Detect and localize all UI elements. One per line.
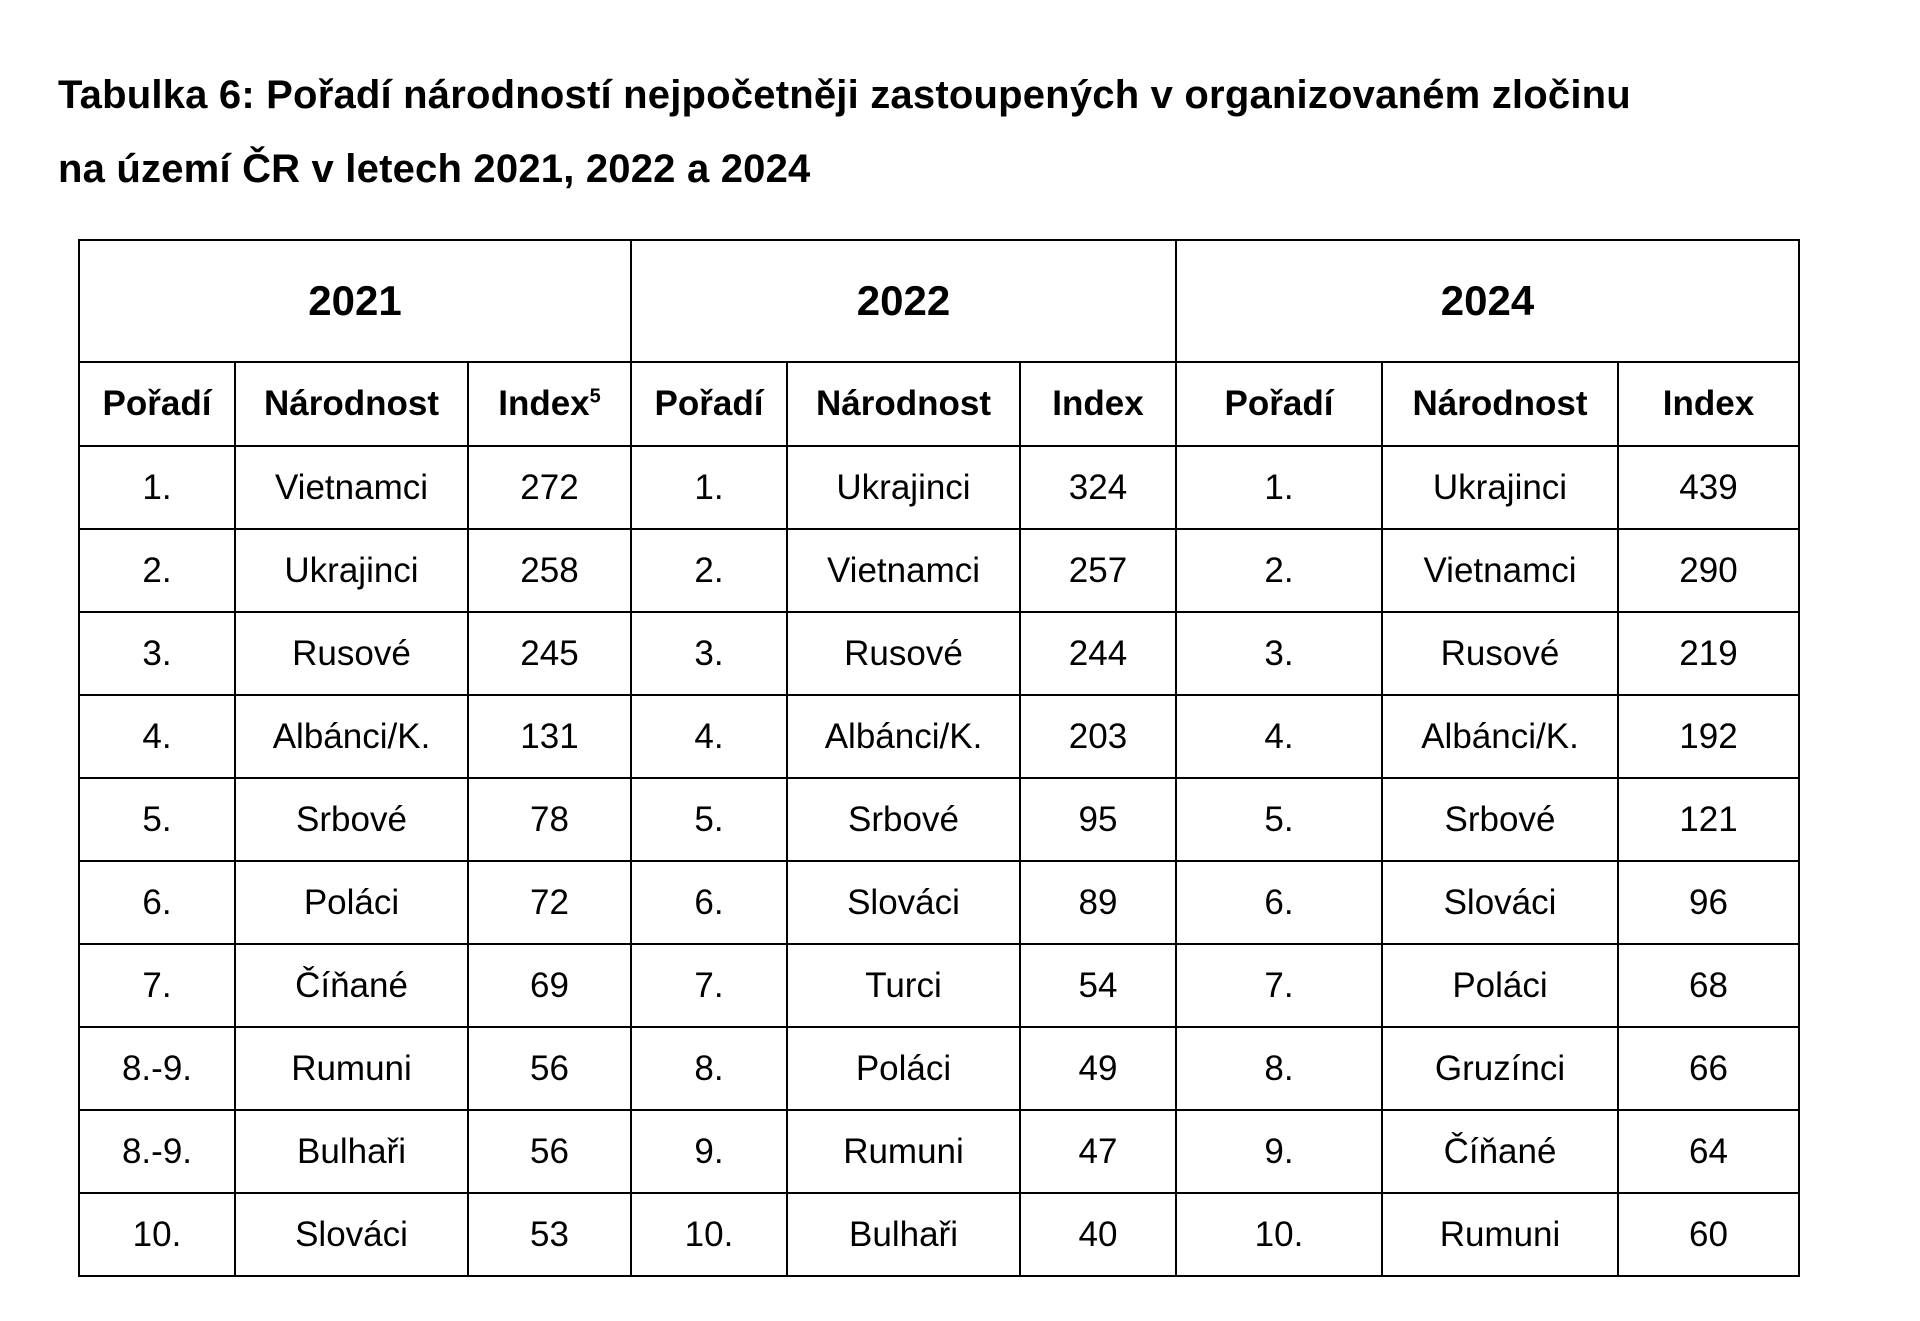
cell-rank-2024: 8. bbox=[1176, 1027, 1382, 1110]
table-row bbox=[79, 612, 1799, 695]
cell-index-2021: 272 bbox=[468, 446, 631, 529]
cell-nationality-2022: Turci bbox=[787, 944, 1020, 1027]
cell-rank-2022: 2. bbox=[631, 529, 787, 612]
column-header-nationality: Národnost bbox=[787, 362, 1020, 446]
cell-index-2022: 95 bbox=[1020, 778, 1176, 861]
cell-nationality-2024: Albánci/K. bbox=[1382, 695, 1618, 778]
cell-rank-2024: 5. bbox=[1176, 778, 1382, 861]
year-header-row bbox=[79, 240, 1799, 362]
cell-nationality-2024: Ukrajinci bbox=[1382, 446, 1618, 529]
cell-rank-2022: 4. bbox=[631, 695, 787, 778]
cell-index-2024: 121 bbox=[1618, 778, 1799, 861]
cell-index-2022: 324 bbox=[1020, 446, 1176, 529]
column-header-rank: Pořadí bbox=[79, 362, 235, 446]
cell-rank-2021: 2. bbox=[79, 529, 235, 612]
cell-index-2021: 53 bbox=[468, 1193, 631, 1276]
cell-rank-2021: 8.-9. bbox=[79, 1027, 235, 1110]
cell-rank-2024: 2. bbox=[1176, 529, 1382, 612]
footnote-marker: 5 bbox=[589, 385, 601, 408]
cell-nationality-2021: Číňané bbox=[235, 944, 468, 1027]
cell-index-2022: 40 bbox=[1020, 1193, 1176, 1276]
cell-index-2021: 72 bbox=[468, 861, 631, 944]
cell-nationality-2024: Číňané bbox=[1382, 1110, 1618, 1193]
column-header-index-label: Index bbox=[498, 384, 590, 423]
cell-index-2024: 60 bbox=[1618, 1193, 1799, 1276]
table-row bbox=[79, 1027, 1799, 1110]
table-row bbox=[79, 1110, 1799, 1193]
column-header-nationality: Národnost bbox=[1382, 362, 1618, 446]
cell-rank-2021: 8.-9. bbox=[79, 1110, 235, 1193]
cell-index-2021: 69 bbox=[468, 944, 631, 1027]
cell-nationality-2022: Slováci bbox=[787, 861, 1020, 944]
cell-rank-2024: 6. bbox=[1176, 861, 1382, 944]
year-header-2024: 2024 bbox=[1176, 240, 1799, 362]
cell-nationality-2021: Srbové bbox=[235, 778, 468, 861]
cell-nationality-2021: Ukrajinci bbox=[235, 529, 468, 612]
cell-index-2024: 219 bbox=[1618, 612, 1799, 695]
cell-index-2021: 56 bbox=[468, 1110, 631, 1193]
cell-index-2022: 89 bbox=[1020, 861, 1176, 944]
cell-rank-2024: 7. bbox=[1176, 944, 1382, 1027]
cell-rank-2021: 4. bbox=[79, 695, 235, 778]
cell-rank-2024: 10. bbox=[1176, 1193, 1382, 1276]
cell-nationality-2021: Poláci bbox=[235, 861, 468, 944]
cell-nationality-2024: Rumuni bbox=[1382, 1193, 1618, 1276]
cell-rank-2021: 10. bbox=[79, 1193, 235, 1276]
table-row bbox=[79, 944, 1799, 1027]
cell-nationality-2021: Bulhaři bbox=[235, 1110, 468, 1193]
cell-rank-2024: 1. bbox=[1176, 446, 1382, 529]
cell-nationality-2022: Albánci/K. bbox=[787, 695, 1020, 778]
table-row bbox=[79, 1193, 1799, 1276]
cell-nationality-2021: Vietnamci bbox=[235, 446, 468, 529]
cell-nationality-2021: Albánci/K. bbox=[235, 695, 468, 778]
cell-rank-2022: 1. bbox=[631, 446, 787, 529]
cell-rank-2021: 7. bbox=[79, 944, 235, 1027]
cell-nationality-2021: Slováci bbox=[235, 1193, 468, 1276]
table-row bbox=[79, 778, 1799, 861]
cell-index-2024: 290 bbox=[1618, 529, 1799, 612]
cell-index-2022: 49 bbox=[1020, 1027, 1176, 1110]
cell-rank-2022: 3. bbox=[631, 612, 787, 695]
column-header-index bbox=[468, 362, 631, 446]
cell-index-2022: 47 bbox=[1020, 1110, 1176, 1193]
table-row bbox=[79, 446, 1799, 529]
cell-index-2024: 192 bbox=[1618, 695, 1799, 778]
cell-rank-2021: 5. bbox=[79, 778, 235, 861]
cell-nationality-2022: Rumuni bbox=[787, 1110, 1020, 1193]
nationality-ranking-table bbox=[78, 239, 1800, 1277]
table-row bbox=[79, 529, 1799, 612]
cell-index-2021: 245 bbox=[468, 612, 631, 695]
cell-index-2021: 258 bbox=[468, 529, 631, 612]
cell-index-2021: 131 bbox=[468, 695, 631, 778]
table-body bbox=[79, 446, 1799, 1276]
table-row bbox=[79, 861, 1799, 944]
cell-index-2021: 56 bbox=[468, 1027, 631, 1110]
cell-nationality-2024: Vietnamci bbox=[1382, 529, 1618, 612]
table-row bbox=[79, 695, 1799, 778]
year-header-2021: 2021 bbox=[79, 240, 631, 362]
cell-nationality-2022: Rusové bbox=[787, 612, 1020, 695]
cell-rank-2022: 8. bbox=[631, 1027, 787, 1110]
cell-nationality-2021: Rumuni bbox=[235, 1027, 468, 1110]
cell-nationality-2022: Ukrajinci bbox=[787, 446, 1020, 529]
column-header-rank: Pořadí bbox=[1176, 362, 1382, 446]
cell-nationality-2022: Bulhaři bbox=[787, 1193, 1020, 1276]
caption-line-2: na území ČR v letech 2021, 2022 a 2024 bbox=[58, 147, 811, 191]
cell-nationality-2024: Rusové bbox=[1382, 612, 1618, 695]
cell-rank-2022: 6. bbox=[631, 861, 787, 944]
cell-rank-2021: 1. bbox=[79, 446, 235, 529]
cell-rank-2024: 4. bbox=[1176, 695, 1382, 778]
cell-index-2024: 96 bbox=[1618, 861, 1799, 944]
cell-index-2024: 68 bbox=[1618, 944, 1799, 1027]
cell-nationality-2022: Vietnamci bbox=[787, 529, 1020, 612]
cell-rank-2022: 9. bbox=[631, 1110, 787, 1193]
cell-nationality-2024: Srbové bbox=[1382, 778, 1618, 861]
year-header-2022: 2022 bbox=[631, 240, 1176, 362]
table-caption bbox=[58, 58, 1858, 206]
column-header-rank: Pořadí bbox=[631, 362, 787, 446]
cell-index-2022: 244 bbox=[1020, 612, 1176, 695]
column-header-row bbox=[79, 362, 1799, 446]
cell-rank-2022: 5. bbox=[631, 778, 787, 861]
cell-nationality-2022: Srbové bbox=[787, 778, 1020, 861]
column-header-index: Index bbox=[1618, 362, 1799, 446]
cell-nationality-2024: Slováci bbox=[1382, 861, 1618, 944]
cell-index-2024: 439 bbox=[1618, 446, 1799, 529]
cell-rank-2024: 9. bbox=[1176, 1110, 1382, 1193]
cell-index-2022: 203 bbox=[1020, 695, 1176, 778]
cell-rank-2022: 7. bbox=[631, 944, 787, 1027]
column-header-index: Index bbox=[1020, 362, 1176, 446]
cell-rank-2021: 3. bbox=[79, 612, 235, 695]
cell-rank-2022: 10. bbox=[631, 1193, 787, 1276]
cell-rank-2021: 6. bbox=[79, 861, 235, 944]
caption-line-1: Tabulka 6: Pořadí národností nejpočetněji zastoupených v organizovaném zločinu bbox=[58, 73, 1631, 117]
cell-index-2024: 64 bbox=[1618, 1110, 1799, 1193]
cell-nationality-2024: Gruzínci bbox=[1382, 1027, 1618, 1110]
cell-nationality-2024: Poláci bbox=[1382, 944, 1618, 1027]
cell-nationality-2021: Rusové bbox=[235, 612, 468, 695]
cell-index-2022: 257 bbox=[1020, 529, 1176, 612]
cell-index-2021: 78 bbox=[468, 778, 631, 861]
cell-index-2024: 66 bbox=[1618, 1027, 1799, 1110]
cell-nationality-2022: Poláci bbox=[787, 1027, 1020, 1110]
cell-rank-2024: 3. bbox=[1176, 612, 1382, 695]
column-header-nationality: Národnost bbox=[235, 362, 468, 446]
cell-index-2022: 54 bbox=[1020, 944, 1176, 1027]
